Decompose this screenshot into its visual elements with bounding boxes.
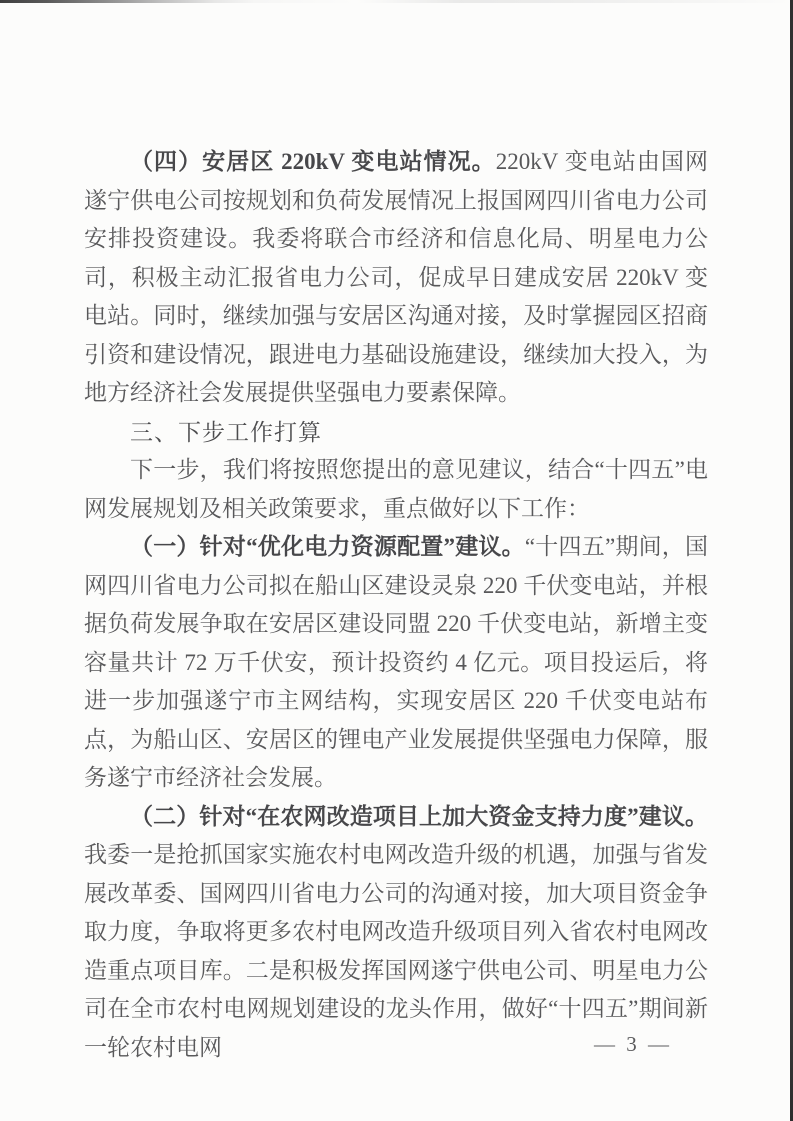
scan-artifact-top-edge bbox=[0, 0, 793, 3]
paragraph-section-four bbox=[84, 143, 708, 413]
section-three-heading: 三、下步工作打算 bbox=[130, 418, 322, 445]
section-four-text: 220kV 变电站由国网遂宁供电公司按规划和负荷发展情况上报国网四川省电力公司安排投资建设。我委将联合市经济和信息化局、明星电力公司，积极主动汇报省电力公司，促成早日建成安居 220kV 变电站。同时，继续加强与安居区沟通对接，及时掌握园区招商引资和建设情况，跟进电力基础设施建设，继续加大投入，为地方经济社会发展提供坚强电力要素保障。 bbox=[84, 149, 708, 405]
paragraph-next-steps-intro bbox=[84, 451, 708, 528]
section-two-heading: （二）针对“在农网改造项目上加大资金支持力度”建议。 bbox=[130, 803, 708, 829]
paragraph-section-two bbox=[84, 798, 708, 1068]
section-two-text: 我委一是抢抓国家实施农村电网改造升级的机遇，加强与省发展改革委、国网四川省电力公司的沟通对接，加大项目资金争取力度，争取将更多农村电网改造升级项目列入省农村电网改造重点项目库。二是积极发挥国网遂宁供电公司、明星电力公司在全市农村电网规划建设的龙头作用，做好“十四五”期间新一轮农村电网 bbox=[84, 842, 708, 1060]
paragraph-section-one bbox=[84, 528, 708, 798]
section-four-heading: （四）安居区 220kV 变电站情况。 bbox=[130, 149, 496, 174]
next-steps-intro-text: 下一步，我们将按照您提出的意见建议，结合“十四五”电网发展规划及相关政策要求，重点做好以下工作： bbox=[84, 457, 708, 521]
section-one-heading: （一）针对“优化电力资源配置”建议。 bbox=[130, 534, 525, 559]
section-one-text: “十四五”期间，国网四川省电力公司拟在船山区建设灵泉 220 千伏变电站，并根据负荷发展争取在安居区建设同盟 220 千伏变电站，新增主变容量共计 72 万千伏安，预计投资约 4 亿元。项目投运后，将进一步加强遂宁市主网结构，实现安居区 220 千伏变电站布点，为船山区、安居区的锂电产业发展提供坚强电力保障，服务遂宁市经济社会发展。 bbox=[84, 534, 709, 790]
page-number: — 3 — bbox=[594, 1032, 672, 1056]
document-body bbox=[84, 143, 708, 1067]
